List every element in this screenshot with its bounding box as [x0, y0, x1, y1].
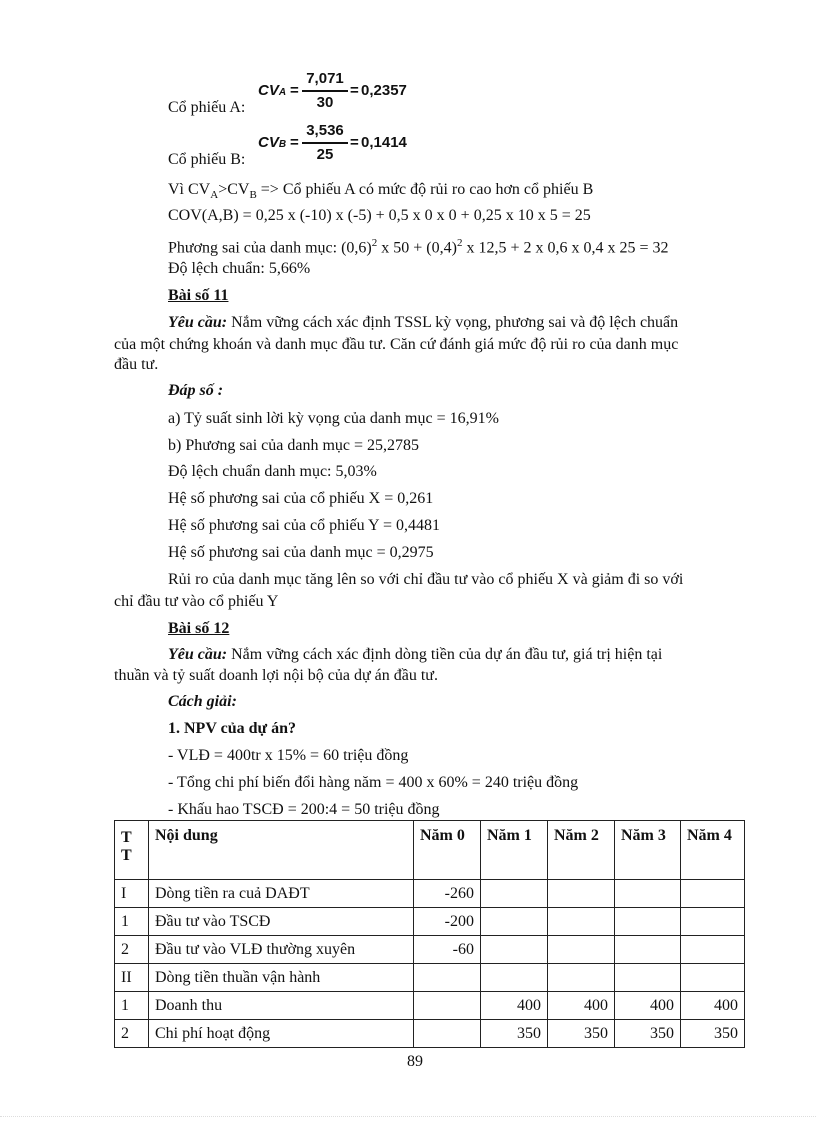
bai11-answer-d: Hệ số phương sai của cổ phiếu X = 0,261 [168, 490, 434, 507]
table-row [115, 1020, 745, 1048]
header-year-2: Năm 2 [548, 821, 615, 880]
table-cell [615, 880, 681, 908]
table-cell: 400 [681, 992, 745, 1020]
header-content: Nội dung [149, 821, 414, 880]
bai11-conclusion-l2: chỉ đầu tư vào cổ phiếu Y [114, 593, 279, 610]
formula-a: CVA = 7,071 30 = 0,2357 [258, 70, 407, 111]
table-cell: Đầu tư vào VLĐ thường xuyên [149, 936, 414, 964]
table-cell [481, 964, 548, 992]
bai12-solution-label: Cách giải: [168, 693, 237, 710]
formula-a-denominator: 30 [316, 94, 334, 111]
bai12-question-1: 1. NPV của dự án? [168, 720, 296, 737]
table-row [115, 936, 745, 964]
table-cell: -60 [414, 936, 481, 964]
formula-b-label: Cổ phiếu B: [168, 151, 246, 168]
bai11-requirement-l2: của một chứng khoán và danh mục đầu tư. Căn cứ đánh giá mức độ rủi ro của danh mục [114, 336, 679, 353]
table-cell [681, 880, 745, 908]
header-year-4: Năm 4 [681, 821, 745, 880]
table-cell [548, 964, 615, 992]
table-cell: Dòng tiền thuần vận hành [149, 964, 414, 992]
table-cell: Đầu tư vào TSCĐ [149, 908, 414, 936]
cash-flow-table [114, 820, 745, 1048]
header-year-3: Năm 3 [615, 821, 681, 880]
std-dev-line: Độ lệch chuẩn: 5,66% [168, 260, 311, 277]
table-cell: 400 [481, 992, 548, 1020]
table-cell [481, 880, 548, 908]
table-cell [681, 936, 745, 964]
table-cell [681, 908, 745, 936]
bai12-step-1: - VLĐ = 400tr x 15% = 60 triệu đồng [168, 747, 409, 764]
bai12-requirement-l1: Yêu cầu: Nắm vững cách xác định dòng tiền của dự án đầu tư, giá trị hiện tại [168, 646, 663, 663]
bai12-step-2: - Tổng chi phí biến đổi hàng năm = 400 x 60% = 240 triệu đồng [168, 774, 579, 791]
bai11-requirement-l1: Yêu cầu: Nắm vững cách xác định TSSL kỳ vọng, phương sai và độ lệch chuẩn [168, 314, 679, 331]
bai12-requirement-l2: thuần và tỷ suất doanh lợi nội bộ của dự án đầu tư. [114, 667, 438, 684]
table-cell: 350 [481, 1020, 548, 1048]
table-cell: 350 [615, 1020, 681, 1048]
bai11-answer-f: Hệ số phương sai của danh mục = 0,2975 [168, 544, 434, 561]
formula-b-cv: CVB [258, 134, 287, 151]
formula-b-numerator: 3,536 [306, 122, 344, 139]
table-cell: -200 [414, 908, 481, 936]
bai11-title: Bài số 11 [168, 287, 229, 304]
bai11-answer-b: b) Phương sai của danh mục = 25,2785 [168, 437, 420, 454]
table-cell [481, 936, 548, 964]
bai11-conclusion-l1: Rủi ro của danh mục tăng lên so với chỉ đầu tư vào cổ phiếu X và giảm đi so với [168, 571, 684, 588]
table-cell [414, 1020, 481, 1048]
bai11-answer-label: Đáp số : [168, 382, 224, 399]
bai11-requirement-l3: đầu tư. [114, 356, 159, 373]
portfolio-variance-line: Phương sai của danh mục: $(0,6)^2$ x $50 + (0,4)^2$ x 12,5 + 2 x 0,6 x 0,4 x 25 = 32 [168, 237, 669, 257]
table-cell: II [115, 964, 149, 992]
table-row [115, 880, 745, 908]
formula-b: CVB = 3,536 25 = 0,1414 [258, 122, 407, 163]
table-header-row [115, 821, 745, 880]
table-cell: 400 [615, 992, 681, 1020]
table-cell: 400 [548, 992, 615, 1020]
bai11-answer-c: Độ lệch chuẩn danh mục: 5,03% [168, 463, 377, 480]
table-cell [548, 908, 615, 936]
header-tt: T T [115, 821, 149, 880]
table-cell: 2 [115, 1020, 149, 1048]
formula-a-numerator: 7,071 [306, 70, 344, 87]
table-cell [615, 908, 681, 936]
table-cell: Doanh thu [149, 992, 414, 1020]
formula-b-result: 0,1414 [361, 134, 407, 151]
bai11-answer-a: a) Tỷ suất sinh lời kỳ vọng của danh mục = 16,91% [168, 410, 499, 427]
table-cell: 350 [681, 1020, 745, 1048]
table-cell: -260 [414, 880, 481, 908]
table-cell: 2 [115, 936, 149, 964]
table-row [115, 992, 745, 1020]
table-cell: Dòng tiền ra cuả DAĐT [149, 880, 414, 908]
covariance-line: COV(A,B) = 0,25 x (-10) x (-5) + 0,5 x 0 x 0 + 0,25 x 10 x 5 = 25 [168, 207, 591, 224]
header-year-1: Năm 1 [481, 821, 548, 880]
table-cell [548, 936, 615, 964]
table-cell [481, 908, 548, 936]
formula-a-cv: CVA [258, 82, 287, 99]
formula-a-result: 0,2357 [361, 82, 407, 99]
table-cell: 1 [115, 992, 149, 1020]
table-cell [615, 964, 681, 992]
bai12-step-3: - Khấu hao TSCĐ = 200:4 = 50 triệu đồng [168, 801, 440, 818]
table-cell [681, 964, 745, 992]
table-row [115, 908, 745, 936]
table-cell: I [115, 880, 149, 908]
table-cell [414, 992, 481, 1020]
table-cell: Chi phí hoạt động [149, 1020, 414, 1048]
formula-b-denominator: 25 [316, 146, 334, 163]
bai11-answer-e: Hệ số phương sai của cổ phiếu Y = 0,4481 [168, 517, 441, 534]
table-cell: 350 [548, 1020, 615, 1048]
formula-a-label: Cổ phiếu A: [168, 99, 246, 116]
table-cell [548, 880, 615, 908]
table-cell [615, 936, 681, 964]
table-cell [414, 964, 481, 992]
table-row [115, 964, 745, 992]
cv-comparison: Vì $CV_A>CV_B$ => Cổ phiếu A có mức độ rủi ro cao hơn cổ phiếu B [168, 181, 594, 202]
bai12-title: Bài số 12 [168, 620, 230, 637]
page-number: 89 [407, 1053, 423, 1070]
table-cell: 1 [115, 908, 149, 936]
header-year-0: Năm 0 [414, 821, 481, 880]
